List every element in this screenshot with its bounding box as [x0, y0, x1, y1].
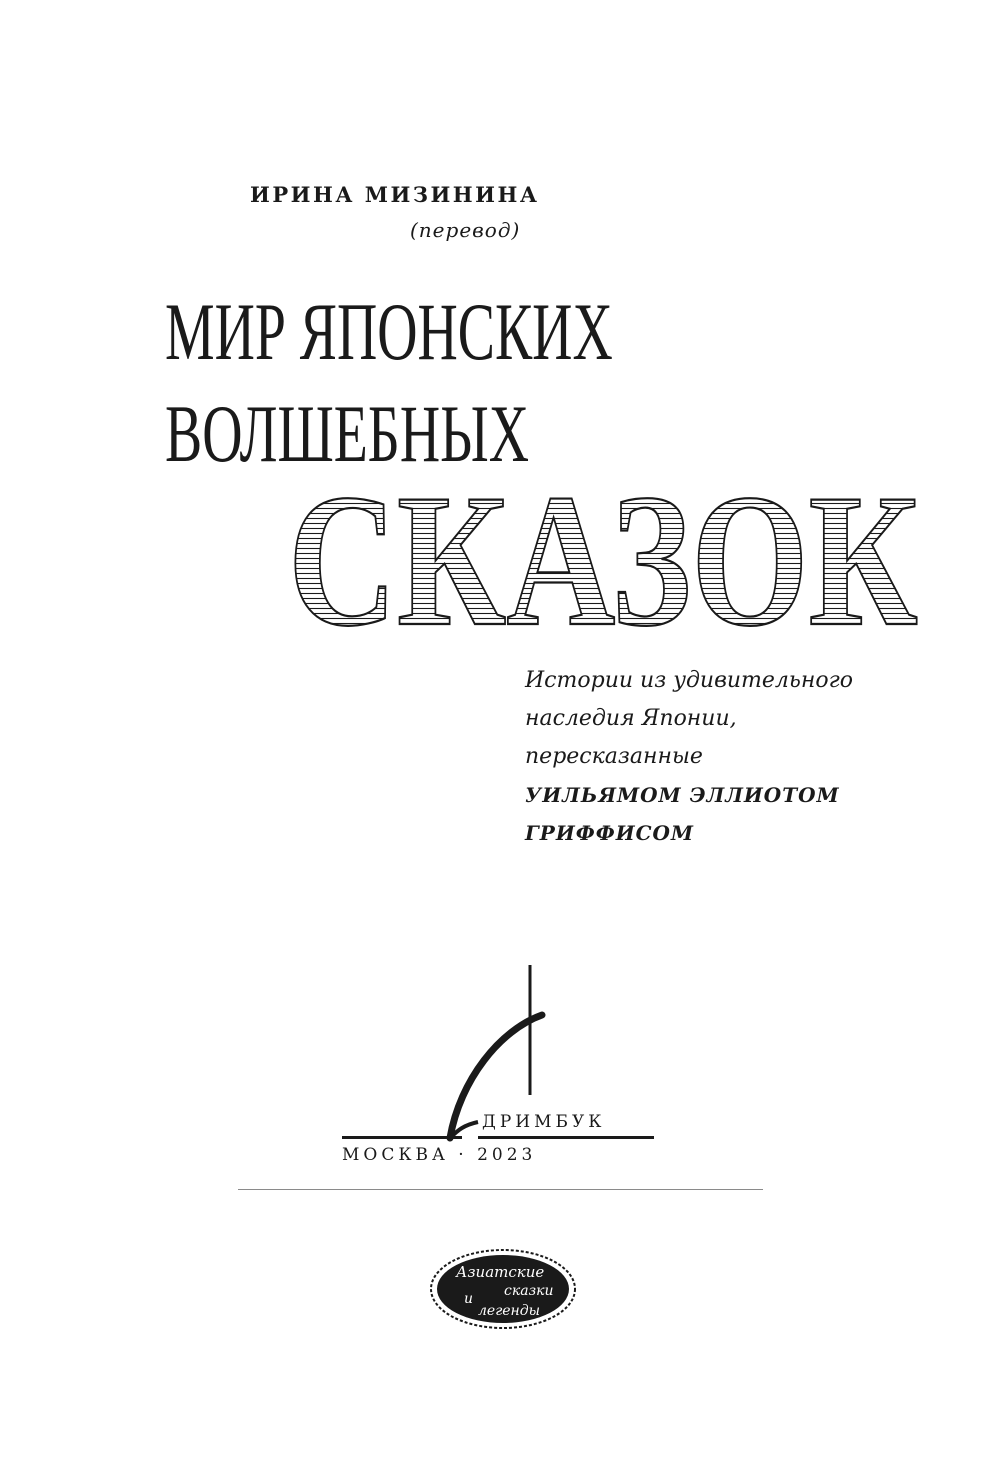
author-name: ИРИНА МИЗИНИНА [250, 182, 540, 207]
imprint-rule-left [342, 1136, 462, 1139]
book-title-line-1: МИР ЯПОНСКИХ [165, 286, 613, 377]
place-and-year: МОСКВА · 2023 [342, 1145, 537, 1165]
subtitle-line-4: УИЛЬЯМОМ ЭЛЛИОТОМ [525, 783, 840, 807]
series-line-3: и [464, 1291, 474, 1307]
subtitle-line-2: наследия Японии, [525, 706, 737, 731]
series-line-2: сказки [504, 1283, 554, 1299]
publisher-name: ДРИМБУК [482, 1112, 606, 1132]
book-title-line-2: ВОЛШЕБНЫХ [165, 388, 530, 479]
imprint-rule-right [478, 1136, 654, 1139]
author-role: (перевод) [410, 218, 521, 242]
page-divider [238, 1189, 763, 1190]
subtitle-line-3: пересказанные [525, 744, 703, 769]
series-line-4: легенды [478, 1303, 541, 1319]
subtitle-line-5: ГРИФФИСОМ [525, 821, 695, 845]
subtitle [525, 662, 853, 852]
series-line-1: Азиатские [456, 1263, 545, 1281]
book-title-line-3 [288, 476, 928, 636]
series-badge [428, 1245, 578, 1330]
title-hatched-text: СКАЗОК [288, 476, 918, 636]
subtitle-line-1: Истории из удивительного [525, 668, 854, 693]
